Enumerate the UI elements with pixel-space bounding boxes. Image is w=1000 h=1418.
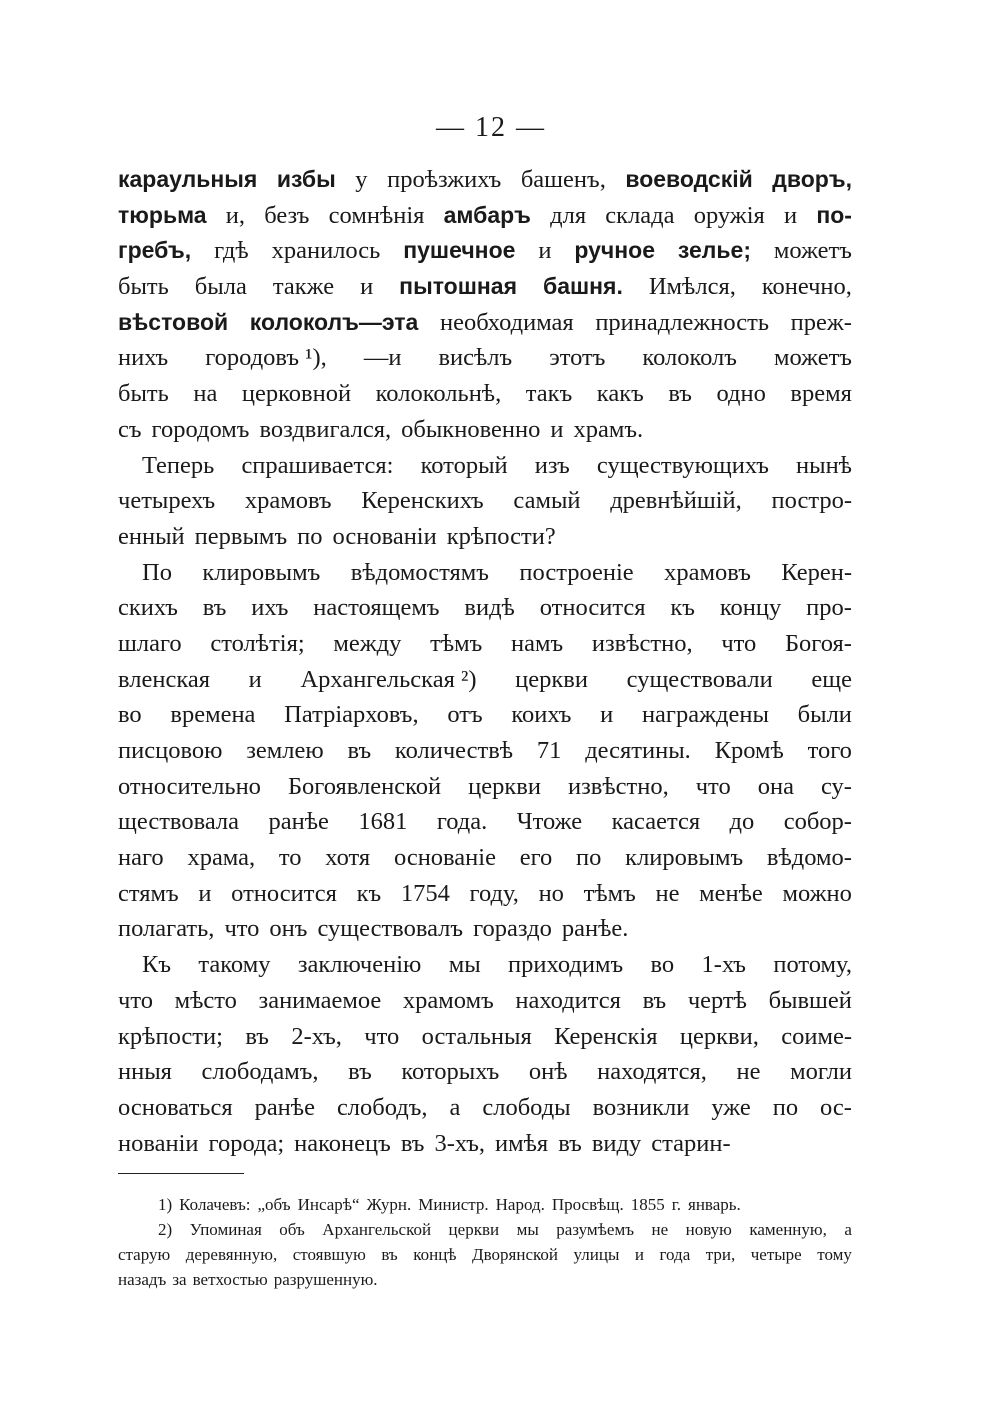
word: амбаръ	[443, 201, 531, 228]
word: менѣе	[699, 879, 763, 907]
footnote-word: церкви	[448, 1220, 500, 1240]
word: этотъ	[549, 344, 606, 372]
word: и	[198, 879, 212, 907]
word: 1681	[358, 808, 408, 836]
text-line	[118, 1126, 852, 1162]
word: вѣдомостямъ	[350, 558, 489, 586]
word: можно	[782, 879, 852, 907]
word: клировымъ	[202, 558, 321, 586]
footnote-word: въ	[381, 1245, 398, 1265]
word: извѣстно,	[591, 629, 693, 657]
word: что	[721, 629, 757, 657]
word: къ	[670, 594, 695, 622]
word: —и	[363, 344, 402, 372]
word: еще	[811, 665, 852, 693]
word: можетъ	[773, 237, 852, 265]
word: десятины.	[585, 737, 691, 764]
footnote-word: Дворянской	[472, 1245, 559, 1265]
word: и	[600, 701, 614, 729]
word: между	[333, 629, 402, 657]
word: церкви	[515, 665, 588, 693]
word: спрашивается:	[241, 451, 394, 479]
footnote-word: мы	[516, 1220, 539, 1240]
word: Имѣлся,	[648, 273, 736, 301]
word: городовъ ¹),	[205, 344, 327, 372]
word: собор-	[783, 808, 852, 836]
word: вѣстовой	[118, 308, 229, 335]
word: въ	[558, 1129, 582, 1157]
footnote-word: а	[844, 1220, 852, 1240]
word: по-	[816, 201, 852, 228]
word: что	[118, 986, 153, 1014]
word: скихъ	[118, 594, 178, 622]
word: не	[655, 879, 680, 907]
footnote-word: разрушенную.	[273, 1270, 378, 1290]
text-line	[118, 340, 852, 376]
footnote-word: Инсарѣ“	[297, 1195, 360, 1215]
word: основаться	[118, 1093, 233, 1121]
word: 2-хъ,	[291, 1022, 342, 1050]
text-line	[118, 162, 852, 198]
footnote-word: и	[634, 1245, 644, 1265]
word: по	[576, 844, 602, 872]
word: быть	[118, 380, 169, 408]
footnote-word: 2)	[158, 1220, 173, 1240]
word: городомъ	[151, 415, 250, 443]
word: гораздо	[473, 915, 552, 943]
word: его	[519, 844, 553, 872]
word: енный	[118, 522, 185, 550]
word: хотя	[325, 844, 371, 872]
word: церкви,	[679, 1022, 759, 1050]
text-line	[118, 626, 852, 662]
text-line	[118, 269, 852, 305]
word: мѣсто	[174, 986, 237, 1014]
footnote-rule	[118, 1173, 244, 1174]
word: писцовою	[118, 737, 223, 764]
word: Богоя-	[784, 629, 852, 657]
word: крѣпости;	[118, 1022, 223, 1050]
word: и	[550, 415, 564, 443]
word: она	[757, 772, 794, 800]
word: приходимъ	[508, 951, 624, 979]
word: башня.	[542, 273, 623, 300]
text-line	[118, 1054, 852, 1090]
word: храмомъ	[402, 986, 494, 1014]
word: остальныя	[421, 1022, 532, 1050]
word: тюрьма	[118, 201, 207, 228]
word: храма,	[187, 844, 256, 872]
text-line	[118, 769, 852, 805]
word: ихъ	[251, 594, 289, 622]
word: соиме-	[781, 1022, 852, 1050]
word: наго	[118, 844, 164, 872]
word: ществовала	[118, 808, 240, 836]
word: находится	[515, 986, 621, 1014]
word: 71	[536, 737, 562, 764]
word: намъ	[511, 629, 564, 657]
word: храмъ.	[573, 415, 644, 443]
word: первымъ	[194, 522, 288, 550]
word: колоколъ—эта	[249, 308, 419, 335]
word: также	[272, 273, 335, 301]
footnote-line	[118, 1242, 852, 1267]
word: наконецъ	[294, 1129, 391, 1157]
word: чертѣ	[687, 986, 747, 1014]
footnote-word: четыре	[750, 1245, 802, 1265]
footnote-word: г.	[671, 1195, 682, 1215]
word: но	[538, 879, 564, 907]
footnote-word: Народ.	[495, 1195, 545, 1215]
footnote-word: стоявшую	[292, 1245, 366, 1265]
footnote-word: улицы	[573, 1245, 620, 1265]
text-line	[118, 697, 852, 733]
footnote-word: Министр.	[418, 1195, 489, 1215]
word: пушечное	[403, 237, 516, 264]
page-number: — 12 —	[436, 112, 546, 143]
word: самый	[513, 487, 581, 515]
word: а	[449, 1093, 461, 1121]
footnote-word: 1)	[158, 1195, 173, 1215]
word: относится	[231, 879, 337, 907]
word: церковной	[241, 380, 352, 408]
word: у	[355, 166, 368, 193]
word: что	[695, 772, 731, 800]
word: висѣлъ	[438, 344, 513, 372]
word: вѣдомо-	[766, 844, 852, 872]
word: году,	[469, 879, 519, 907]
text-line	[118, 555, 852, 591]
word: то	[278, 844, 302, 872]
footnote	[118, 1217, 852, 1292]
word: нихъ	[118, 344, 169, 372]
word: видѣ	[464, 594, 515, 622]
word: бывшей	[768, 986, 852, 1014]
word: не	[736, 1058, 761, 1086]
word: ранѣе.	[561, 915, 629, 943]
word: церкви	[468, 772, 541, 800]
word: быть	[118, 273, 169, 301]
word: относительно	[118, 772, 261, 800]
word: 1754	[400, 879, 450, 907]
word: Кромѣ	[714, 737, 784, 764]
footnotes	[118, 1192, 852, 1292]
word: по	[772, 1093, 799, 1121]
word: Къ	[142, 951, 172, 979]
word: и	[784, 201, 798, 229]
word: и	[248, 665, 262, 693]
word: концу	[719, 594, 782, 622]
word: существовалъ	[317, 915, 464, 943]
footnote-word: январь.	[688, 1195, 741, 1215]
text-line	[118, 305, 852, 341]
word: конечно,	[761, 273, 852, 301]
word: Керенскихъ	[361, 487, 484, 515]
footnote-word: концѣ	[413, 1245, 457, 1265]
word: сомнѣнія	[328, 201, 425, 229]
page	[118, 100, 852, 1292]
word: города;	[208, 1129, 285, 1157]
word: виду	[591, 1129, 642, 1157]
word: такъ	[525, 380, 573, 408]
word: тѣмъ	[430, 629, 483, 657]
word: существовали	[626, 665, 773, 693]
word: потому,	[773, 951, 852, 979]
footnote-word: деревянную,	[185, 1245, 278, 1265]
word: гдѣ	[214, 237, 249, 265]
word: такому	[198, 951, 271, 979]
word: 3-хъ,	[434, 1129, 485, 1157]
word: столѣтія;	[210, 629, 305, 657]
word: награждены	[641, 701, 769, 729]
paragraph	[118, 162, 852, 448]
word: ранѣе	[254, 1093, 315, 1121]
word: существующихъ	[596, 451, 769, 479]
word: основаніи	[332, 522, 437, 550]
word: могли	[790, 1058, 852, 1086]
footnote-word: старую	[118, 1245, 171, 1265]
word: съ	[118, 415, 142, 443]
word: въ	[245, 1022, 269, 1050]
footnote-word: назадъ	[118, 1270, 167, 1290]
word: и	[538, 237, 552, 265]
word: настоящемъ	[313, 594, 440, 622]
word: года.	[436, 808, 488, 836]
word: Теперь	[142, 451, 215, 479]
word: того	[807, 737, 852, 764]
word: времена	[170, 701, 256, 729]
word: слободы	[482, 1093, 571, 1121]
text-line	[118, 519, 852, 555]
word: караульныя	[118, 166, 258, 192]
word: до	[729, 808, 755, 836]
word: въ	[668, 380, 692, 408]
word: дворъ,	[772, 166, 852, 192]
text-line	[118, 876, 852, 912]
word: Патріарховъ,	[284, 701, 419, 729]
word: и,	[225, 201, 246, 229]
footnote-word: объ	[279, 1220, 305, 1240]
word: шлаго	[118, 629, 182, 657]
word: колоколъ	[642, 344, 737, 372]
word: ранѣе	[268, 808, 329, 836]
footnote-word: не	[651, 1220, 669, 1240]
text-line	[118, 983, 852, 1019]
word: гребъ,	[118, 237, 192, 264]
word: храмовъ	[664, 558, 751, 586]
word: слободъ,	[336, 1093, 428, 1121]
word: для	[550, 201, 587, 229]
word: количествѣ	[394, 737, 514, 764]
word: тѣмъ	[583, 879, 636, 907]
word: онъ	[269, 915, 308, 943]
word: во	[118, 701, 142, 729]
word: находятся,	[597, 1058, 707, 1086]
word: возникли	[592, 1093, 690, 1121]
footnote-word: Журн.	[366, 1195, 412, 1215]
text-line	[118, 233, 852, 269]
word: безъ	[264, 201, 310, 229]
footnote-word: Архангельской	[322, 1220, 432, 1240]
word: отъ	[447, 701, 483, 729]
word: су-	[820, 772, 852, 800]
word: и	[360, 273, 374, 301]
word: время	[790, 380, 852, 408]
word: нныя	[118, 1058, 172, 1086]
footnote-word: „объ	[257, 1195, 291, 1215]
word: вленская	[118, 665, 211, 693]
footnote-word: Просвѣщ.	[551, 1195, 624, 1215]
word: крѣпости?	[446, 522, 556, 550]
word: старин-	[651, 1129, 731, 1157]
paragraph	[118, 947, 852, 1161]
word: древнѣйшій,	[610, 487, 742, 515]
word: изъ	[534, 451, 570, 479]
word: оружія	[693, 201, 765, 229]
word: въ	[348, 1058, 372, 1086]
word: основаніе	[393, 844, 496, 872]
word: уже	[711, 1093, 751, 1121]
word: который	[420, 451, 508, 479]
word: ручное	[574, 237, 655, 264]
word: въ	[202, 594, 227, 622]
text-line	[118, 198, 852, 234]
footnote-word: разумѣемъ	[556, 1220, 634, 1240]
footnote-line	[118, 1192, 852, 1217]
footnote	[118, 1192, 852, 1217]
word: что	[364, 1022, 400, 1050]
word: въ	[400, 1129, 425, 1157]
word: принадлежность	[595, 308, 769, 336]
word: Керен-	[781, 558, 852, 586]
word: По	[142, 558, 172, 586]
word: полагать,	[118, 915, 215, 943]
word: Керенскія	[554, 1022, 658, 1050]
word: извѣстно,	[567, 772, 669, 800]
text-line	[118, 483, 852, 519]
word: занимаемое	[258, 986, 382, 1014]
word: склада	[605, 201, 675, 229]
word: Архангельская ²)	[300, 665, 477, 693]
text-line	[118, 947, 852, 983]
word: которыхъ	[401, 1058, 500, 1086]
paragraph	[118, 448, 852, 555]
footnote-word: тому	[817, 1245, 852, 1265]
word: можетъ	[773, 344, 852, 372]
word: про-	[806, 594, 852, 622]
footnote-word: три,	[705, 1245, 736, 1265]
footnote-word: каменную,	[749, 1220, 827, 1240]
word: башенъ,	[520, 166, 606, 193]
word: преж-	[790, 308, 852, 336]
word: избы	[276, 166, 336, 192]
footnote-word: новую	[685, 1220, 732, 1240]
word: одно	[716, 380, 766, 408]
word: четырехъ	[118, 487, 216, 515]
word: зелье;	[677, 237, 752, 264]
word: колокольнѣ,	[375, 380, 502, 408]
word: землею	[246, 737, 324, 764]
word: Чтоже	[516, 808, 583, 836]
footnote-word: Упоминая	[189, 1220, 262, 1240]
word: мы	[448, 951, 481, 979]
text-line	[118, 376, 852, 412]
footnote-word: Колачевъ:	[179, 1195, 251, 1215]
text-line	[118, 840, 852, 876]
text-line	[118, 590, 852, 626]
word: въ	[642, 986, 667, 1014]
word: пытошная	[399, 273, 517, 300]
word: нованіи	[118, 1129, 199, 1157]
word: ос-	[820, 1093, 852, 1121]
word: воздвигался,	[259, 415, 392, 443]
word: по	[297, 522, 323, 550]
word: въ	[347, 737, 372, 764]
text-line	[118, 662, 852, 698]
word: относится	[539, 594, 646, 622]
word: были	[797, 701, 852, 729]
word: стямъ	[118, 879, 179, 907]
word: Богоявленской	[287, 772, 442, 800]
footnote-word: ветхостью	[192, 1270, 268, 1290]
paragraph	[118, 555, 852, 948]
word: храмовъ	[244, 487, 332, 515]
word: что	[224, 915, 260, 943]
word: какъ	[596, 380, 644, 408]
text-line	[118, 1090, 852, 1126]
footnote-word: 1855	[630, 1195, 665, 1215]
text-line	[118, 804, 852, 840]
word: имѣя	[495, 1129, 549, 1157]
word: клировымъ	[625, 844, 744, 872]
word: на	[193, 380, 218, 408]
word: построеніе	[519, 558, 634, 586]
word: слободамъ,	[201, 1058, 319, 1086]
word: хранилось	[271, 237, 381, 265]
word: заключенію	[297, 951, 422, 979]
word: во	[650, 951, 675, 979]
word: къ	[356, 879, 382, 907]
word: нынѣ	[796, 451, 852, 479]
text-line	[118, 733, 852, 769]
text-line	[118, 448, 852, 484]
word: проѣзжихъ	[387, 166, 502, 193]
word: касается	[611, 808, 701, 836]
word: онѣ	[528, 1058, 568, 1086]
word: воеводскій	[625, 166, 753, 192]
word: была	[194, 273, 247, 301]
word: 1-хъ	[701, 951, 746, 979]
text-line	[118, 911, 852, 947]
word: необходимая	[439, 308, 574, 336]
word: обыкновенно	[401, 415, 541, 443]
footnote-word: за	[172, 1270, 187, 1290]
text-line	[118, 412, 852, 448]
text-line	[118, 1019, 852, 1055]
footnote-word: года	[659, 1245, 691, 1265]
footnote-line	[118, 1217, 852, 1242]
word: постро-	[771, 487, 852, 515]
body-text	[118, 162, 852, 1161]
word: коихъ	[511, 701, 572, 729]
footnote-line	[118, 1267, 852, 1292]
